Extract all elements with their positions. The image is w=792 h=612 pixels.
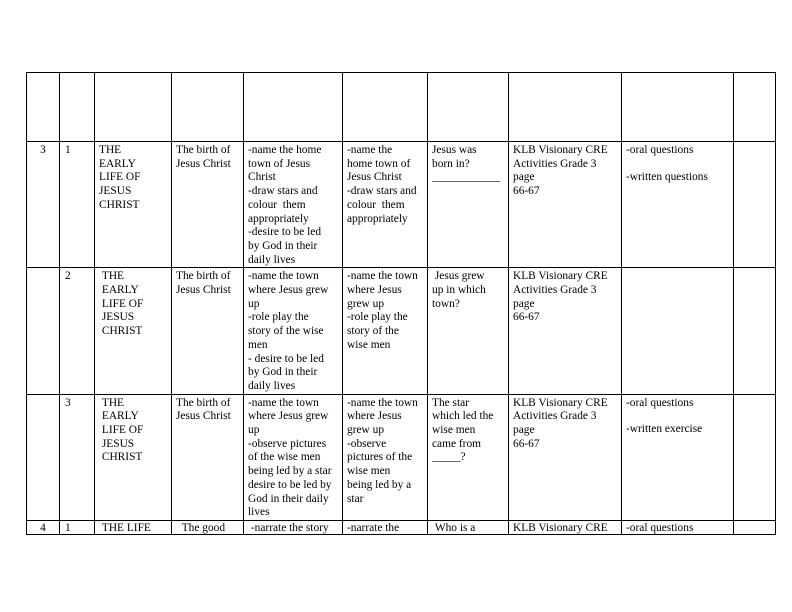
inquiry-line: The star bbox=[432, 396, 470, 409]
learning-outcomes-cell bbox=[244, 142, 343, 268]
resource-line: page bbox=[513, 297, 535, 310]
resource-line: KLB Visionary CRE bbox=[513, 144, 608, 156]
outcome-line: daily lives bbox=[248, 379, 296, 392]
assessment-line: -written exercise bbox=[626, 423, 703, 436]
assessment-cell bbox=[622, 268, 734, 394]
experience-line: -observe bbox=[347, 437, 387, 450]
lesson-cell bbox=[60, 142, 95, 268]
outcome-line: where Jesus grew bbox=[248, 284, 329, 297]
strand-line: CHRIST bbox=[99, 451, 143, 464]
inquiry-question-cell bbox=[428, 268, 509, 394]
resource-line: 66-67 bbox=[513, 185, 540, 198]
strand-cell bbox=[95, 268, 172, 394]
header-cell-strand bbox=[95, 73, 172, 142]
outcome-line: - desire to be led bbox=[248, 352, 324, 365]
resources-cell bbox=[509, 268, 622, 394]
week-cell bbox=[27, 520, 60, 534]
header-row bbox=[27, 73, 776, 142]
inquiry-answer-blank: _____? bbox=[432, 451, 466, 464]
inquiry-line: which led the bbox=[432, 410, 494, 423]
outcome-line: colour them bbox=[248, 198, 306, 211]
resource-line: Activities Grade 3 bbox=[513, 284, 597, 297]
sub-strand-cell bbox=[172, 268, 244, 394]
outcome-line: up bbox=[248, 297, 260, 310]
outcome-line: men bbox=[248, 338, 268, 351]
experience-line: story of the bbox=[347, 325, 399, 338]
table-row bbox=[27, 268, 776, 394]
strand-line: JESUS bbox=[99, 437, 135, 450]
experience-line: where Jesus bbox=[347, 284, 402, 297]
outcome-line: God in their daily bbox=[248, 492, 329, 505]
experience-line: -name the town bbox=[347, 270, 418, 283]
inquiry-question-cell bbox=[428, 142, 509, 268]
outcome-line: town of Jesus bbox=[248, 157, 311, 170]
resource-line: KLB Visionary CRE bbox=[513, 270, 608, 283]
remarks-cell bbox=[734, 520, 776, 534]
strand-line: THE LIFE bbox=[99, 521, 151, 534]
inquiry-line: Jesus was bbox=[432, 144, 477, 156]
outcome-line: -name the town bbox=[248, 396, 319, 409]
table-row bbox=[27, 142, 776, 268]
learning-experiences-cell bbox=[343, 520, 428, 534]
inquiry-question-cell bbox=[428, 394, 509, 520]
sub-strand-line: The birth of bbox=[176, 270, 231, 283]
experience-line: wise men bbox=[347, 338, 391, 351]
experience-line: pictures of the bbox=[347, 451, 413, 464]
table-row bbox=[27, 394, 776, 520]
scheme-of-work-table bbox=[26, 72, 776, 535]
header-cell-assessment bbox=[622, 73, 734, 142]
learning-experiences-cell bbox=[343, 142, 428, 268]
strand-line: CHRIST bbox=[99, 198, 140, 211]
strand-line: JESUS bbox=[99, 185, 132, 198]
assessment-cell bbox=[622, 520, 734, 534]
sub-strand-cell bbox=[172, 142, 244, 268]
outcome-line: where Jesus grew bbox=[248, 410, 329, 423]
inquiry-answer-blank: ____________ bbox=[432, 171, 501, 184]
strand-line: LIFE OF bbox=[99, 424, 144, 437]
outcome-line: daily lives bbox=[248, 253, 296, 266]
assessment-gap bbox=[626, 158, 729, 171]
assessment-line: -oral questions bbox=[626, 521, 694, 534]
learning-outcomes-cell bbox=[244, 394, 343, 520]
experience-line: where Jesus bbox=[347, 410, 402, 423]
experience-line: being led by a bbox=[347, 478, 412, 491]
resource-line: 66-67 bbox=[513, 311, 540, 324]
header-cell-sub-strand bbox=[172, 73, 244, 142]
lesson-number: 2 bbox=[65, 270, 71, 283]
resources-cell bbox=[509, 394, 622, 520]
sub-strand-line: The birth of bbox=[176, 144, 231, 156]
resource-line: Activities Grade 3 bbox=[513, 410, 597, 423]
learning-outcomes-cell bbox=[244, 520, 343, 534]
outcome-line: up bbox=[248, 424, 260, 437]
lesson-number: 1 bbox=[65, 521, 71, 534]
header-cell-inquiry bbox=[428, 73, 509, 142]
experience-line: wise men bbox=[347, 465, 391, 478]
week-number: 3 bbox=[40, 144, 46, 156]
experience-line: colour them bbox=[347, 198, 405, 211]
week-cell bbox=[27, 268, 60, 394]
lesson-cell bbox=[60, 394, 95, 520]
table-row bbox=[27, 520, 776, 534]
experience-line: -narrate the bbox=[347, 521, 400, 534]
outcome-line: by God in their bbox=[248, 239, 318, 252]
outcome-line: -draw stars and bbox=[248, 185, 318, 198]
experience-line: appropriately bbox=[347, 212, 408, 225]
assessment-line: -oral questions bbox=[626, 144, 694, 156]
strand-line: LIFE OF bbox=[99, 297, 144, 310]
resource-line: KLB Visionary CRE bbox=[513, 396, 608, 409]
inquiry-line: up in which bbox=[432, 284, 486, 297]
week-cell bbox=[27, 394, 60, 520]
strand-cell bbox=[95, 394, 172, 520]
learning-experiences-cell bbox=[343, 394, 428, 520]
experience-line: grew up bbox=[347, 297, 385, 310]
remarks-cell bbox=[734, 268, 776, 394]
outcome-line: lives bbox=[248, 506, 270, 519]
week-cell bbox=[27, 142, 60, 268]
experience-line: -name the bbox=[347, 144, 393, 156]
inquiry-line: Who is a bbox=[432, 521, 476, 534]
strand-line: THE bbox=[99, 396, 125, 409]
experience-line: Jesus Christ bbox=[347, 171, 402, 184]
inquiry-line: born in? bbox=[432, 157, 470, 170]
experience-line: grew up bbox=[347, 424, 385, 437]
resources-cell bbox=[509, 142, 622, 268]
sub-strand-line: The birth of bbox=[176, 396, 231, 409]
outcome-line: -name the town bbox=[248, 270, 319, 283]
week-number: 4 bbox=[40, 521, 46, 534]
strand-line: EARLY bbox=[99, 410, 139, 423]
outcome-line: being led by a star bbox=[248, 465, 332, 478]
experience-line: -name the town bbox=[347, 396, 418, 409]
outcome-line: desire to be led by bbox=[248, 478, 332, 491]
outcome-line: Christ bbox=[248, 171, 276, 184]
resource-line: 66-67 bbox=[513, 437, 540, 450]
sub-strand-cell bbox=[172, 394, 244, 520]
resource-line: Activities Grade 3 bbox=[513, 157, 597, 170]
resource-line: KLB Visionary CRE bbox=[513, 521, 608, 534]
remarks-cell bbox=[734, 142, 776, 268]
resource-line: page bbox=[513, 171, 535, 184]
experience-line: star bbox=[347, 492, 364, 505]
strand-line: THE bbox=[99, 270, 125, 283]
inquiry-question-cell bbox=[428, 520, 509, 534]
header-cell-week bbox=[27, 73, 60, 142]
outcome-line: -observe pictures bbox=[248, 437, 327, 450]
sub-strand-line: The good bbox=[176, 521, 226, 534]
inquiry-line: Jesus grew bbox=[432, 270, 485, 283]
header-cell-lesson bbox=[60, 73, 95, 142]
lesson-cell bbox=[60, 520, 95, 534]
outcome-line: appropriately bbox=[248, 212, 309, 225]
inquiry-line: town? bbox=[432, 297, 460, 310]
resource-line: page bbox=[513, 424, 535, 437]
experience-line: -draw stars and bbox=[347, 185, 417, 198]
inquiry-line: wise men bbox=[432, 424, 476, 437]
strand-line: JESUS bbox=[99, 311, 135, 324]
header-cell-experiences bbox=[343, 73, 428, 142]
assessment-cell bbox=[622, 394, 734, 520]
sub-strand-cell bbox=[172, 520, 244, 534]
learning-experiences-cell bbox=[343, 268, 428, 394]
strand-cell bbox=[95, 520, 172, 534]
sub-strand-line: Jesus Christ bbox=[176, 157, 231, 170]
header-cell-resources bbox=[509, 73, 622, 142]
lesson-number: 1 bbox=[65, 144, 71, 156]
strand-line: EARLY bbox=[99, 157, 136, 170]
experience-line: home town of bbox=[347, 157, 411, 170]
header-cell-outcomes bbox=[244, 73, 343, 142]
lesson-cell bbox=[60, 268, 95, 394]
assessment-cell bbox=[622, 142, 734, 268]
sub-strand-line: Jesus Christ bbox=[176, 284, 231, 297]
outcome-line: -name the home bbox=[248, 144, 322, 156]
outcome-line: -desire to be led bbox=[248, 226, 322, 239]
strand-cell bbox=[95, 142, 172, 268]
assessment-gap bbox=[626, 410, 729, 423]
outcome-line: of the wise men bbox=[248, 451, 321, 464]
assessment-line: -written questions bbox=[626, 170, 708, 183]
lesson-number: 3 bbox=[65, 396, 71, 409]
experience-line: -role play the bbox=[347, 311, 408, 324]
strand-line: LIFE OF bbox=[99, 171, 141, 184]
strand-line: THE bbox=[99, 144, 122, 156]
learning-outcomes-cell bbox=[244, 268, 343, 394]
outcome-line: -role play the bbox=[248, 311, 309, 324]
outcome-line: -narrate the story bbox=[248, 521, 329, 534]
header-cell-remarks bbox=[734, 73, 776, 142]
assessment-line: -oral questions bbox=[626, 396, 694, 409]
outcome-line: by God in their bbox=[248, 366, 318, 379]
inquiry-line: came from bbox=[432, 437, 482, 450]
strand-line: EARLY bbox=[99, 284, 139, 297]
sub-strand-line: Jesus Christ bbox=[176, 410, 231, 423]
remarks-cell bbox=[734, 394, 776, 520]
outcome-line: story of the wise bbox=[248, 325, 324, 338]
resources-cell bbox=[509, 520, 622, 534]
strand-line: CHRIST bbox=[99, 325, 143, 338]
